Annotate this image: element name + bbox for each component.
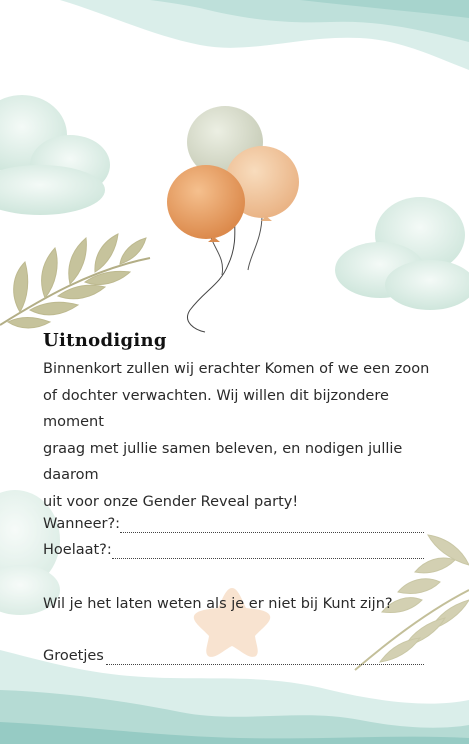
body-line: graag met jullie samen beleven, en nodigen jullie daarom xyxy=(43,440,403,483)
cloud-right xyxy=(335,197,469,310)
invitation-body xyxy=(43,356,438,515)
body-line: uit voor onze Gender Reveal party! xyxy=(43,493,299,510)
leaf-branch-left xyxy=(0,234,150,328)
top-wave xyxy=(60,0,469,70)
rsvp-text: Wil je het laten weten als je er niet bij Kunt zijn? xyxy=(43,596,393,612)
when-label: Wanneer?: xyxy=(43,516,121,532)
cloud-left xyxy=(0,95,110,215)
body-line: of dochter verwachten. Wij willen dit bijzondere moment xyxy=(43,387,389,430)
balloons xyxy=(167,106,299,332)
greeting-label: Groetjes xyxy=(43,648,104,664)
time-fill-line xyxy=(112,558,424,559)
greeting-fill-line xyxy=(106,664,424,665)
balloon-orange xyxy=(167,165,245,239)
body-line: Binnenkort zullen wij erachter Komen of we een zoon xyxy=(43,361,430,377)
time-label: Hoelaat?: xyxy=(43,542,112,558)
when-fill-line xyxy=(120,532,424,533)
invitation-title: Uitnodiging xyxy=(43,330,167,351)
